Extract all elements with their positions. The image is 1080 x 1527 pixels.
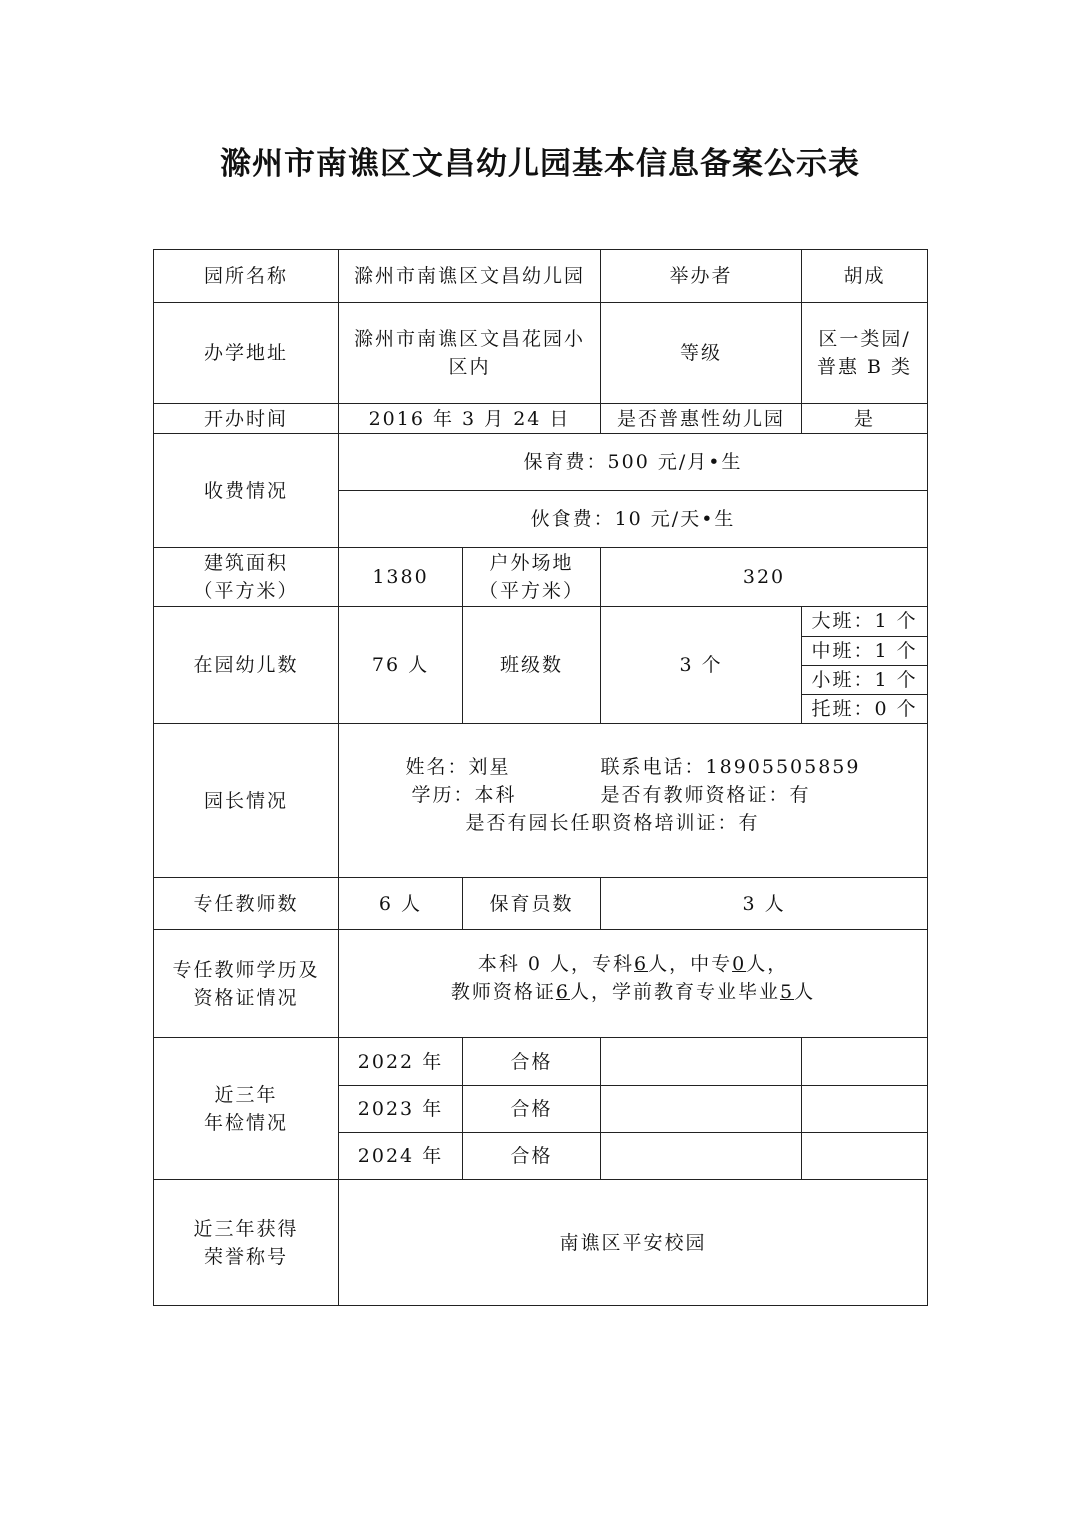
inspection-blank bbox=[601, 1038, 802, 1086]
label-principal: 园长情况 bbox=[154, 724, 339, 878]
class-breakdown-item: 托班：0 个 bbox=[802, 694, 927, 723]
address-line-1: 滁州市南谯区文昌花园小 bbox=[354, 328, 586, 350]
class-breakdown-item: 大班：1 个 bbox=[802, 607, 927, 636]
outdoor-area-line-1: 户外场地 bbox=[489, 552, 574, 574]
value-children: 76 人 bbox=[339, 607, 463, 724]
value-principal bbox=[339, 724, 928, 878]
label-classes: 班级数 bbox=[463, 607, 601, 724]
row-opening bbox=[154, 404, 928, 434]
qualification-line-2 bbox=[343, 978, 923, 1006]
inspection-blank bbox=[802, 1086, 928, 1133]
label-caregivers: 保育员数 bbox=[463, 878, 601, 930]
row-honors bbox=[154, 1180, 928, 1306]
row-inspection bbox=[154, 1038, 928, 1086]
qualification-label-line-2: 资格证情况 bbox=[193, 986, 299, 1009]
row-name bbox=[154, 250, 928, 303]
principal-education: 学历：本科 bbox=[411, 783, 517, 806]
grade-line-2: 普惠 B 类 bbox=[816, 356, 913, 378]
label-outdoor-area bbox=[463, 548, 601, 607]
label-qualification bbox=[154, 930, 339, 1038]
row-staff bbox=[154, 878, 928, 930]
value-inclusive: 是 bbox=[802, 404, 928, 434]
class-breakdown-item: 中班：1 个 bbox=[802, 636, 927, 665]
row-qualification bbox=[154, 930, 928, 1038]
label-inclusive: 是否普惠性幼儿园 bbox=[601, 404, 802, 434]
qualification-text: 人，学前教育专业毕业 bbox=[570, 980, 781, 1003]
label-fees: 收费情况 bbox=[154, 434, 339, 548]
value-opening-date: 2016 年 3 月 24 日 bbox=[339, 404, 601, 434]
label-children: 在园幼儿数 bbox=[154, 607, 339, 724]
building-area-line-1: 建筑面积 bbox=[203, 552, 288, 574]
inspection-blank bbox=[802, 1133, 928, 1180]
row-children bbox=[154, 607, 928, 724]
qualification-count: 0 bbox=[732, 952, 747, 975]
info-table bbox=[153, 249, 928, 1306]
principal-teacher-cert: 是否有教师资格证：有 bbox=[600, 783, 811, 806]
qualification-text: 教师资格证 bbox=[450, 980, 556, 1003]
address-line-2: 区内 bbox=[448, 356, 491, 378]
inspection-blank bbox=[601, 1086, 802, 1133]
value-classes: 3 个 bbox=[601, 607, 802, 724]
inspection-label-line-1: 近三年 bbox=[214, 1083, 278, 1106]
qualification-count: 6 bbox=[555, 980, 570, 1003]
inspection-blank bbox=[601, 1133, 802, 1180]
inspection-year: 2023 年 bbox=[339, 1086, 463, 1133]
value-kindergarten-name: 滁州市南谯区文昌幼儿园 bbox=[339, 250, 601, 303]
inspection-blank bbox=[802, 1038, 928, 1086]
label-organizer: 举办者 bbox=[601, 250, 802, 303]
row-area bbox=[154, 548, 928, 607]
qualification-text: 人 bbox=[794, 980, 816, 1003]
page-title: 滁州市南谯区文昌幼儿园基本信息备案公示表 bbox=[220, 146, 860, 182]
inspection-year: 2022 年 bbox=[339, 1038, 463, 1086]
value-qualification bbox=[339, 930, 928, 1038]
value-care-fee: 保育费：500 元/月•生 bbox=[339, 434, 928, 491]
principal-cert: 是否有园长任职资格培训证：有 bbox=[465, 811, 760, 834]
label-teachers: 专任教师数 bbox=[154, 878, 339, 930]
value-address bbox=[339, 303, 601, 404]
value-building-area: 1380 bbox=[339, 548, 463, 607]
qualification-line-1 bbox=[343, 950, 923, 978]
qualification-text: 本科 0 人，专科 bbox=[477, 952, 634, 975]
row-fees-care bbox=[154, 434, 928, 491]
inspection-result: 合格 bbox=[463, 1038, 601, 1086]
label-opening-date: 开办时间 bbox=[154, 404, 339, 434]
inspection-year: 2024 年 bbox=[339, 1133, 463, 1180]
row-principal bbox=[154, 724, 928, 878]
row-address bbox=[154, 303, 928, 404]
label-grade: 等级 bbox=[601, 303, 802, 404]
inspection-label-line-2: 年检情况 bbox=[203, 1111, 288, 1134]
label-kindergarten-name: 园所名称 bbox=[154, 250, 339, 303]
value-honors: 南谯区平安校园 bbox=[339, 1180, 928, 1306]
qualification-count: 5 bbox=[780, 980, 795, 1003]
building-area-line-2: （平方米） bbox=[193, 580, 299, 602]
class-breakdown-item: 小班：1 个 bbox=[802, 665, 927, 694]
principal-row-1 bbox=[406, 753, 861, 781]
class-breakdown bbox=[802, 607, 928, 724]
principal-phone: 联系电话：18905505859 bbox=[600, 755, 861, 778]
label-inspection bbox=[154, 1038, 339, 1180]
qualification-text: 人，中专 bbox=[648, 952, 733, 975]
qualification-label-line-1: 专任教师学历及 bbox=[172, 958, 320, 981]
class-breakdown-table bbox=[802, 607, 927, 723]
principal-row-2 bbox=[406, 781, 861, 809]
label-honors bbox=[154, 1180, 339, 1306]
qualification-count: 6 bbox=[633, 952, 649, 975]
value-caregivers: 3 人 bbox=[601, 878, 928, 930]
inspection-result: 合格 bbox=[463, 1086, 601, 1133]
grade-line-1: 区一类园/ bbox=[818, 328, 911, 350]
value-meal-fee: 伙食费：10 元/天•生 bbox=[339, 491, 928, 548]
value-outdoor-area: 320 bbox=[601, 548, 928, 607]
value-teachers: 6 人 bbox=[339, 878, 463, 930]
qualification-text: 人， bbox=[746, 952, 789, 975]
principal-name: 姓名：刘星 bbox=[405, 755, 511, 778]
honors-label-line-1: 近三年获得 bbox=[193, 1217, 299, 1240]
inspection-result: 合格 bbox=[463, 1133, 601, 1180]
label-building-area bbox=[154, 548, 339, 607]
outdoor-area-line-2: （平方米） bbox=[479, 580, 585, 602]
honors-label-line-2: 荣誉称号 bbox=[203, 1245, 288, 1268]
label-address: 办学地址 bbox=[154, 303, 339, 404]
value-organizer: 胡成 bbox=[802, 250, 928, 303]
value-grade bbox=[802, 303, 928, 404]
